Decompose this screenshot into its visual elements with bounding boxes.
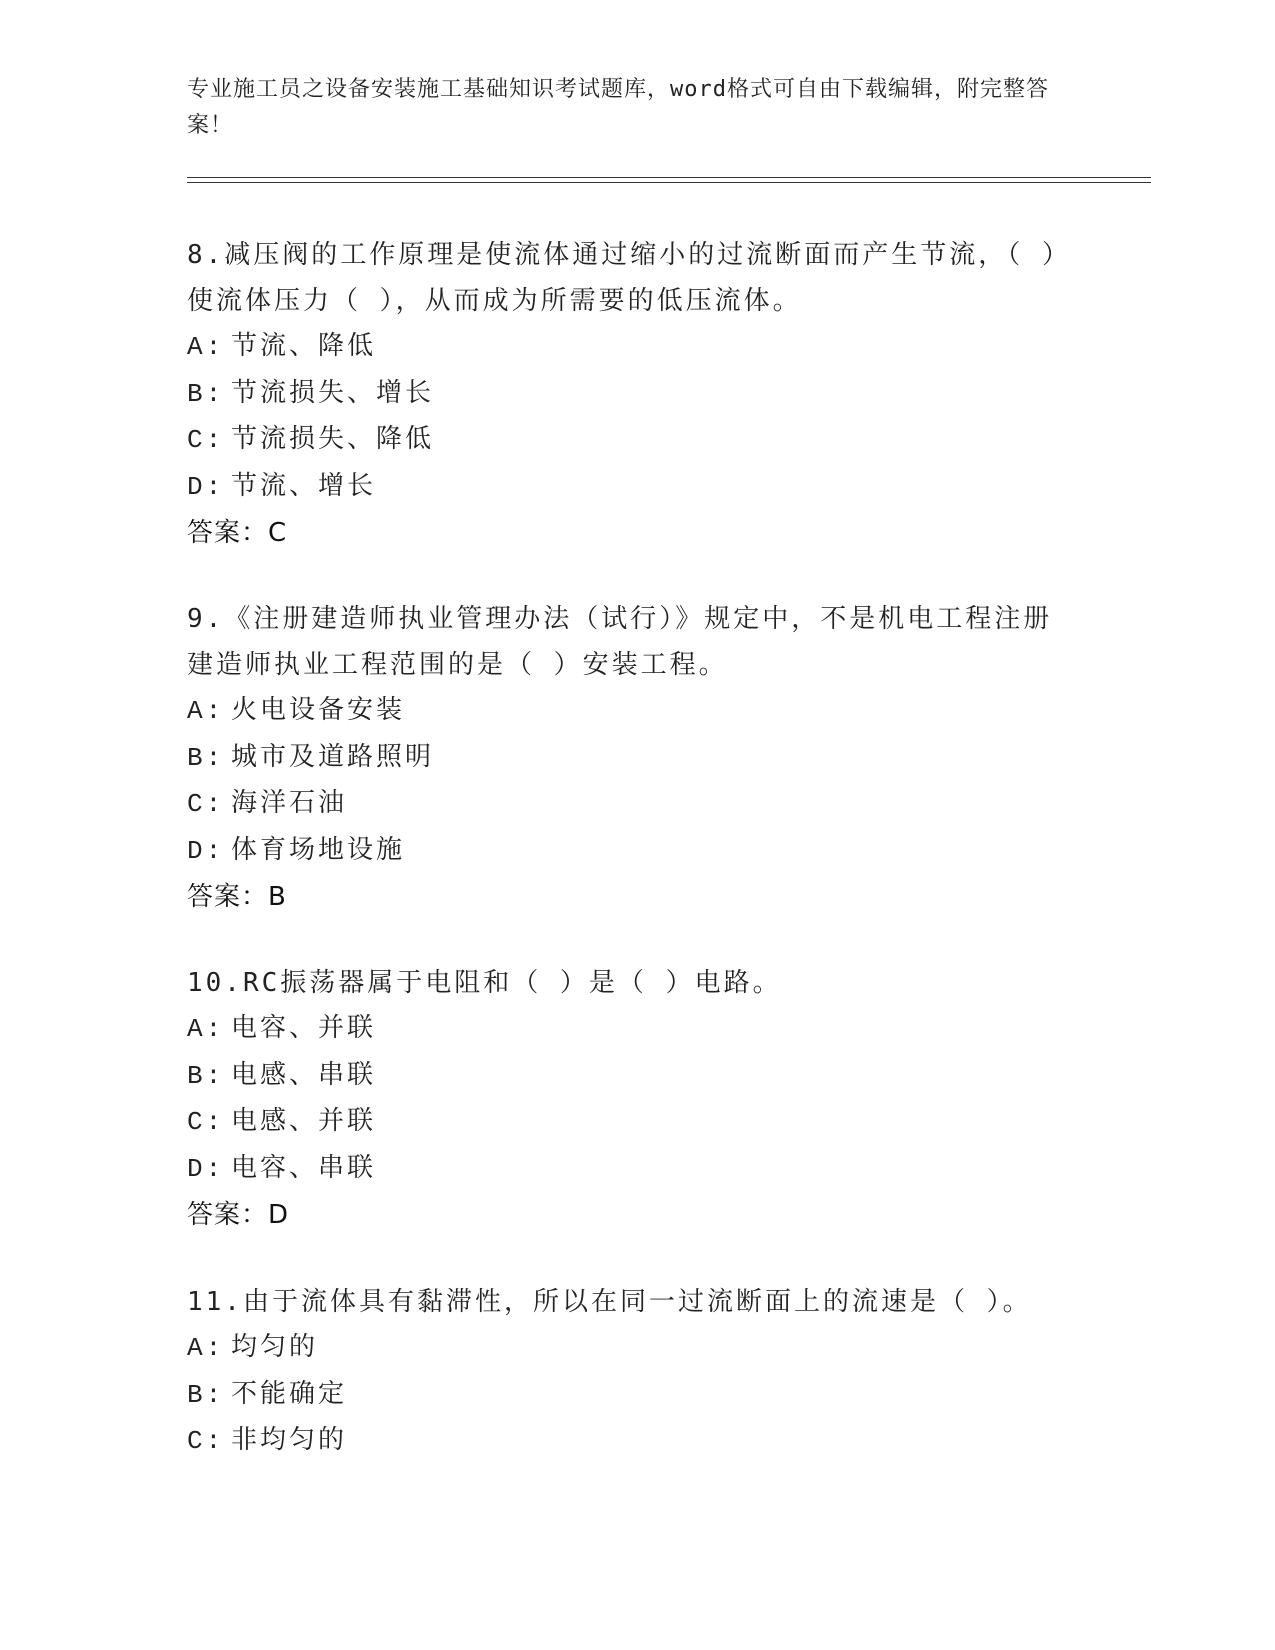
option-letter: D: — [187, 471, 225, 502]
option-letter: B: — [187, 1060, 225, 1091]
option-text: 节流、增长 — [231, 470, 377, 501]
option-letter: D: — [187, 835, 225, 866]
option-text: 海洋石油 — [231, 788, 348, 818]
option-b — [187, 1053, 1067, 1100]
option-text: 电感、并联 — [231, 1106, 377, 1136]
option-c — [187, 1099, 1067, 1146]
option-b — [187, 371, 1067, 418]
option-text: 不能确定 — [231, 1378, 348, 1409]
option-text: 体育场地设施 — [231, 834, 406, 865]
option-letter: D: — [187, 1153, 225, 1184]
option-text: 城市及道路照明 — [231, 741, 435, 772]
option-a — [187, 324, 1067, 371]
option-text: 非均匀的 — [231, 1425, 348, 1455]
answer-line: 答案：D — [187, 1200, 290, 1230]
option-a — [187, 688, 1067, 735]
option-text: 电容、并联 — [231, 1013, 377, 1043]
question-stem: 8.减压阀的工作原理是使流体通过缩小的过流断面而产生节流，（ ）使流体压力（ ），从而成为所需要的低压流体。 — [187, 240, 1058, 316]
question-10 — [187, 960, 1067, 1238]
option-letter: B: — [187, 1379, 225, 1410]
option-d — [187, 464, 1067, 511]
option-letter: C: — [187, 789, 225, 819]
option-letter: C: — [187, 1426, 225, 1456]
option-letter: C: — [187, 425, 225, 455]
question-stem: 9.《注册建造师执业管理办法（试行）》规定中，不是机电工程注册建造师执业工程范围的是（ ）安装工程。 — [187, 604, 1053, 680]
answer-line: 答案：B — [187, 882, 287, 912]
header-divider-bottom — [187, 182, 1151, 183]
option-text: 节流、降低 — [231, 331, 377, 361]
option-d — [187, 1146, 1067, 1193]
option-letter: A: — [187, 1333, 225, 1363]
option-text: 均匀的 — [231, 1332, 319, 1362]
option-letter: C: — [187, 1107, 225, 1137]
option-text: 电感、串联 — [231, 1059, 377, 1090]
document-header: 专业施工员之设备安装施工基础知识考试题库，word格式可自由下载编辑，附完整答案！ — [187, 77, 1049, 138]
option-letter: A: — [187, 332, 225, 362]
question-11 — [187, 1279, 1067, 1465]
option-c — [187, 781, 1067, 828]
question-8 — [187, 232, 1067, 556]
question-stem: 10.RC振荡器属于电阻和（ ）是（ ）电路。 — [187, 968, 782, 998]
option-letter: A: — [187, 696, 225, 726]
option-b — [187, 735, 1067, 782]
option-text: 节流损失、降低 — [231, 424, 435, 454]
option-c — [187, 1418, 1067, 1465]
answer-line: 答案：C — [187, 518, 288, 548]
option-c — [187, 417, 1067, 464]
option-letter: B: — [187, 378, 225, 409]
option-d — [187, 828, 1067, 875]
option-text: 电容、串联 — [231, 1152, 377, 1183]
option-a — [187, 1325, 1067, 1372]
header-divider-top — [187, 177, 1151, 178]
option-text: 火电设备安装 — [231, 695, 406, 725]
option-a — [187, 1006, 1067, 1053]
question-stem: 11.由于流体具有黏滞性，所以在同一过流断面上的流速是（ ）。 — [187, 1287, 1032, 1317]
option-text: 节流损失、增长 — [231, 377, 435, 408]
question-9 — [187, 596, 1067, 920]
option-b — [187, 1372, 1067, 1419]
option-letter: A: — [187, 1014, 225, 1044]
option-letter: B: — [187, 742, 225, 773]
